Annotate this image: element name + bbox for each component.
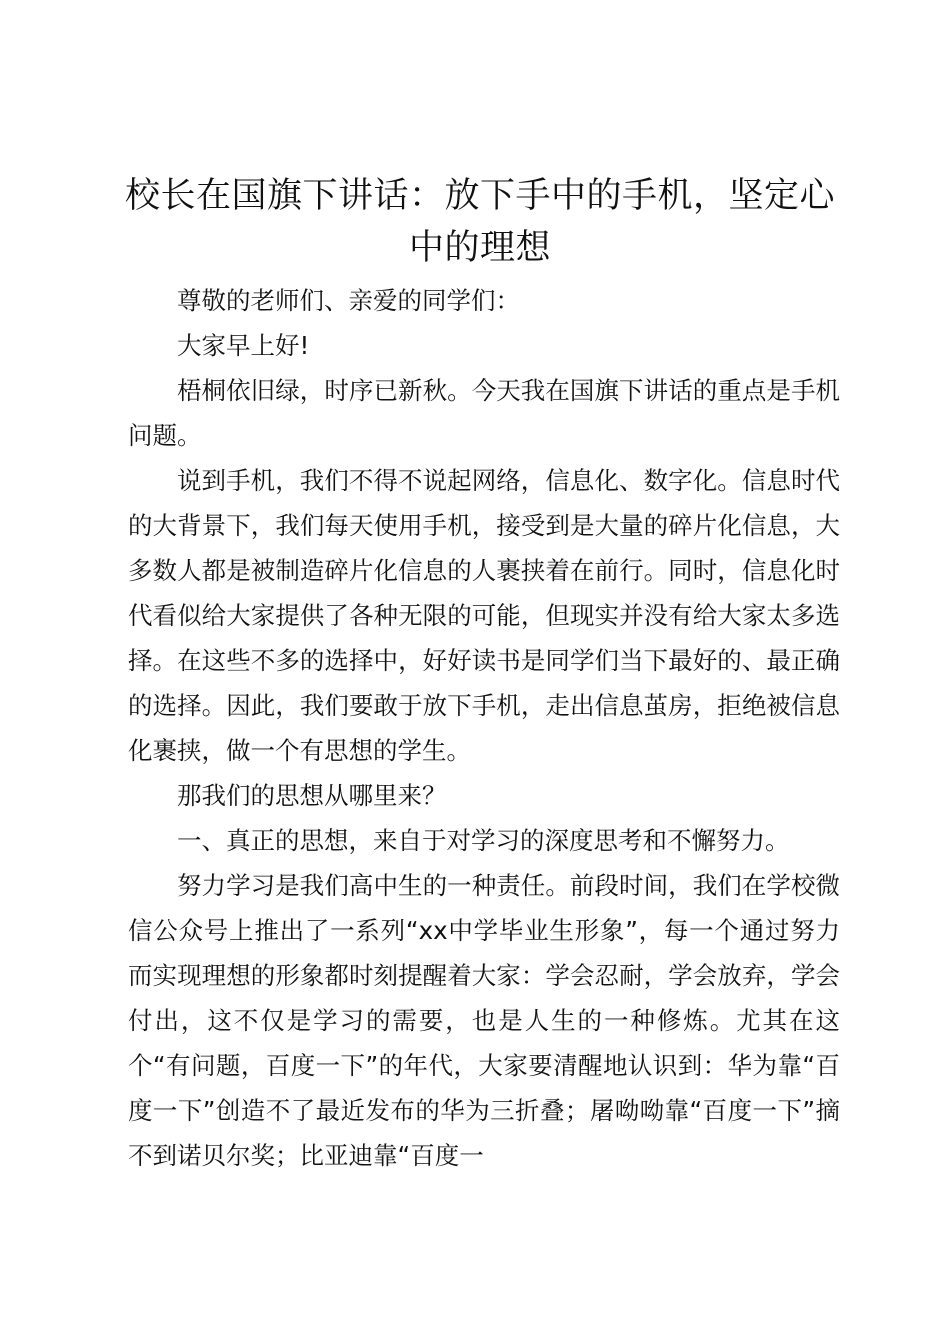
paragraph-salutation: 尊敬的老师们、亲爱的同学们： xyxy=(177,286,520,315)
paragraph-section-heading-1: 一、真正的思想，来自于对学习的深度思考和不懈努力。 xyxy=(177,826,790,855)
document-body xyxy=(128,278,840,1178)
paragraph-greeting: 大家早上好! xyxy=(177,331,310,360)
paragraph-phone-discussion: 说到手机，我们不得不说起网络，信息化、数字化。信息时代的大背景下，我们每天使用手机，接受到是大量的碎片化信息，大多数人都是被制造碎片化信息的人裹挟着在前行。同时，信息化时代看似给大家提供了各种无限的可能，但现实并没有给大家太多选择。在这些不多的选择中，好好读书是同学们当下最好的、最正确的选择。因此，我们要敢于放下手机，走出信息茧房，拒绝被信息化裹挟，做一个有思想的学生。 xyxy=(128,466,840,765)
paragraph-intro: 梧桐依旧绿，时序已新秋。今天我在国旗下讲话的重点是手机问题。 xyxy=(128,376,840,450)
document-title: 校长在国旗下讲话：放下手中的手机，坚定心中的理想 xyxy=(124,176,835,268)
paragraph-question: 那我们的思想从哪里来？ xyxy=(177,781,447,810)
paragraph-study-effort: 努力学习是我们高中生的一种责任。前段时间，我们在学校微信公众号上推出了一系列“xx中学毕业生形象”，每一个通过努力而实现理想的形象都时刻提醒着大家：学会忍耐，学会放弃，学会付出，这不仅是学习的需要，也是人生的一种修炼。尤其在这个“有问题，百度一下”的年代，大家要清醒地认识到：华为靠“百度一下”创造不了最近发布的华为三折叠；屠呦呦靠“百度一下”摘不到诺贝尔奖；比亚迪靠“百度一 xyxy=(128,871,840,1170)
